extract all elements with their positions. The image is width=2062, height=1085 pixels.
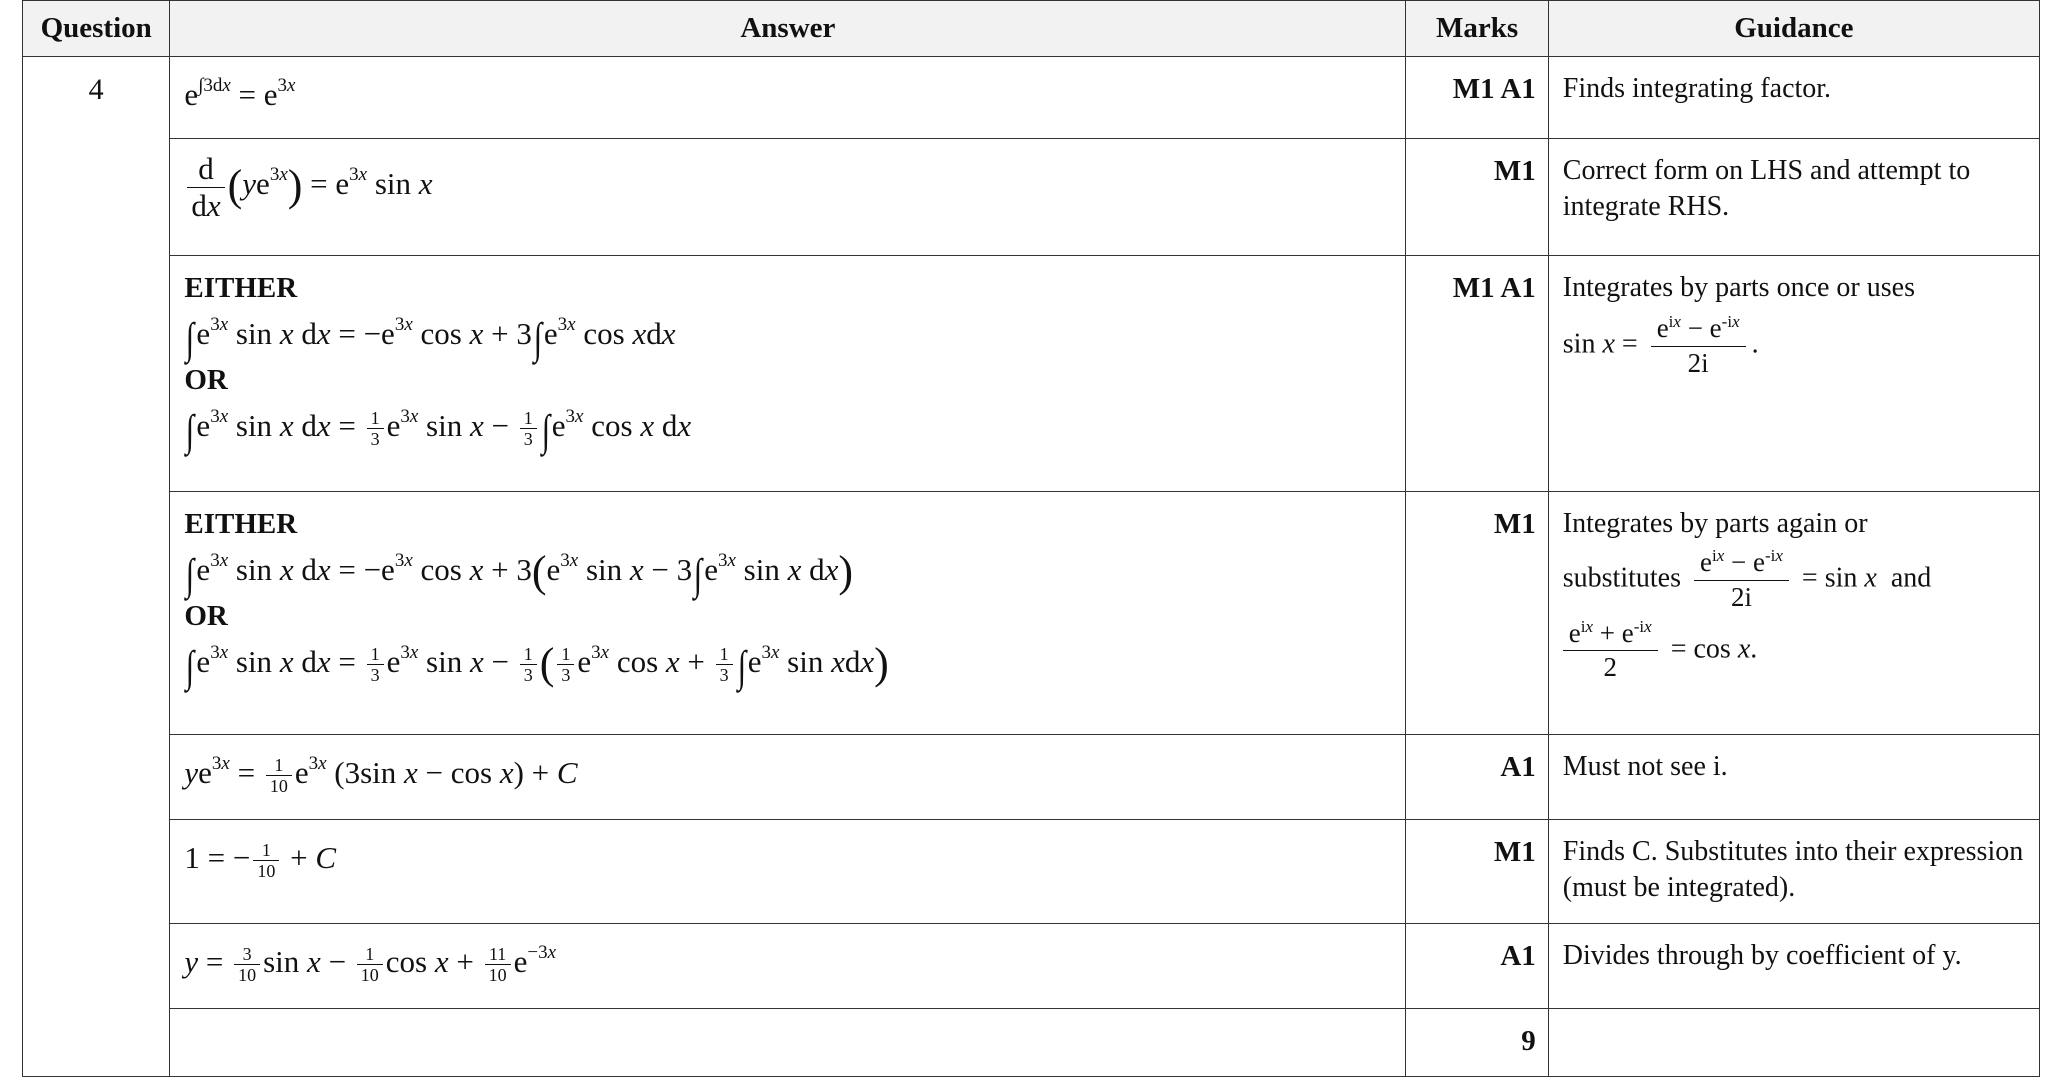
or-label: OR (184, 600, 228, 632)
header-row (23, 1, 2040, 57)
guidance-text: Integrates by parts again or (1562, 508, 1868, 539)
either-label: EITHER (184, 508, 298, 540)
header-guidance: Guidance (1548, 1, 2039, 57)
marks-cell: A1 (1406, 735, 1548, 820)
guidance-cell: Must not see i. (1548, 735, 2039, 820)
header-marks: Marks (1406, 1, 1548, 57)
guidance-cell: Divides through by coefficient of y. (1548, 924, 2039, 1009)
header-question: Question (23, 1, 170, 57)
header-answer: Answer (170, 1, 1406, 57)
marks-cell: M1 A1 (1406, 256, 1548, 492)
answer-cell: $\frac{d}{dx}$ $(ye^{3x}) = e^{3x}$ sin x (170, 139, 1406, 256)
answer-cell: 1 = − $\frac{1}{10}$ + C (170, 820, 1406, 924)
marks-cell: M1 (1406, 492, 1548, 735)
total-row (23, 1009, 2040, 1077)
either-label: EITHER (184, 272, 298, 304)
guidance-text: substitutes (1562, 562, 1681, 594)
answer-cell: $e^{\int 3dx} = e^{3x}$ (170, 57, 1406, 139)
guidance-text: Integrates by parts once or uses (1562, 272, 1915, 303)
marks-cell: M1 (1406, 820, 1548, 924)
table-row (23, 820, 2040, 924)
total-marks: 9 (1406, 1009, 1548, 1077)
guidance-cell: Integrates by parts again or substitutes $e^{ix} - e^{-ix}$ 2i = sin x and $e^{ix} + e^{-ix}$ 2 = cos x. (1548, 492, 2039, 735)
guidance-cell: Finds C. Substitutes into their expression (must be integrated). (1548, 820, 2039, 924)
table-row (23, 139, 2040, 256)
table-row (23, 924, 2040, 1009)
guidance-text: and (1890, 562, 1932, 594)
guidance-cell (1548, 1009, 2039, 1077)
question-number: 4 (23, 57, 170, 1077)
guidance-cell: Finds integrating factor. (1548, 57, 2039, 139)
answer-cell: $ye^{3x}$ = $\frac{1}{10}$ $e^{3x}$ (3sin x − cos x) + C (170, 735, 1406, 820)
marks-cell: M1 A1 (1406, 57, 1548, 139)
marks-cell: A1 (1406, 924, 1548, 1009)
table-row (23, 735, 2040, 820)
guidance-cell: Correct form on LHS and attempt to integrate RHS. (1548, 139, 2039, 256)
answer-cell: y = $\frac{3}{10}$ sin x − $\frac{1}{10}$ cos x + $\frac{11}{10}$ $e^{-3x}$ (170, 924, 1406, 1009)
answer-cell: EITHER $\int e^{3x}$ sin x dx = $-e^{3x}$ $\cos x + 3\int e^{3x}$ cos xdx OR $\int e^{3x}$ sin x dx = $\frac{1}{3}$ $e^{3x}$ sin x − $\frac{1}{3}$ $\int e^{3x}$ cos x dx (170, 256, 1406, 492)
marks-cell: M1 (1406, 139, 1548, 256)
table-row (23, 256, 2040, 492)
answer-cell: EITHER $\int e^{3x}$ sin x dx = $-e^{3x}$ $\cos x + 3(e^{3x}$ $\sin x - 3\int e^{3x}$ sin x dx) OR $\int e^{3x}$ sin x dx = $\frac{1}{3}$ $e^{3x}$ sin x − $\frac{1}{3}$ ( $\frac{1}{3}$ $e^{3x}$ cos x + $\frac{1}{3}$ $\int e^{3x}$ sin xdx) (170, 492, 1406, 735)
guidance-cell: Integrates by parts once or uses sin x = $e^{ix} - e^{-ix}$ 2i . (1548, 256, 2039, 492)
table-row (23, 492, 2040, 735)
table-row (23, 57, 2040, 139)
mark-scheme-table (22, 0, 2040, 1077)
answer-cell (170, 1009, 1406, 1077)
or-label: OR (184, 364, 228, 396)
